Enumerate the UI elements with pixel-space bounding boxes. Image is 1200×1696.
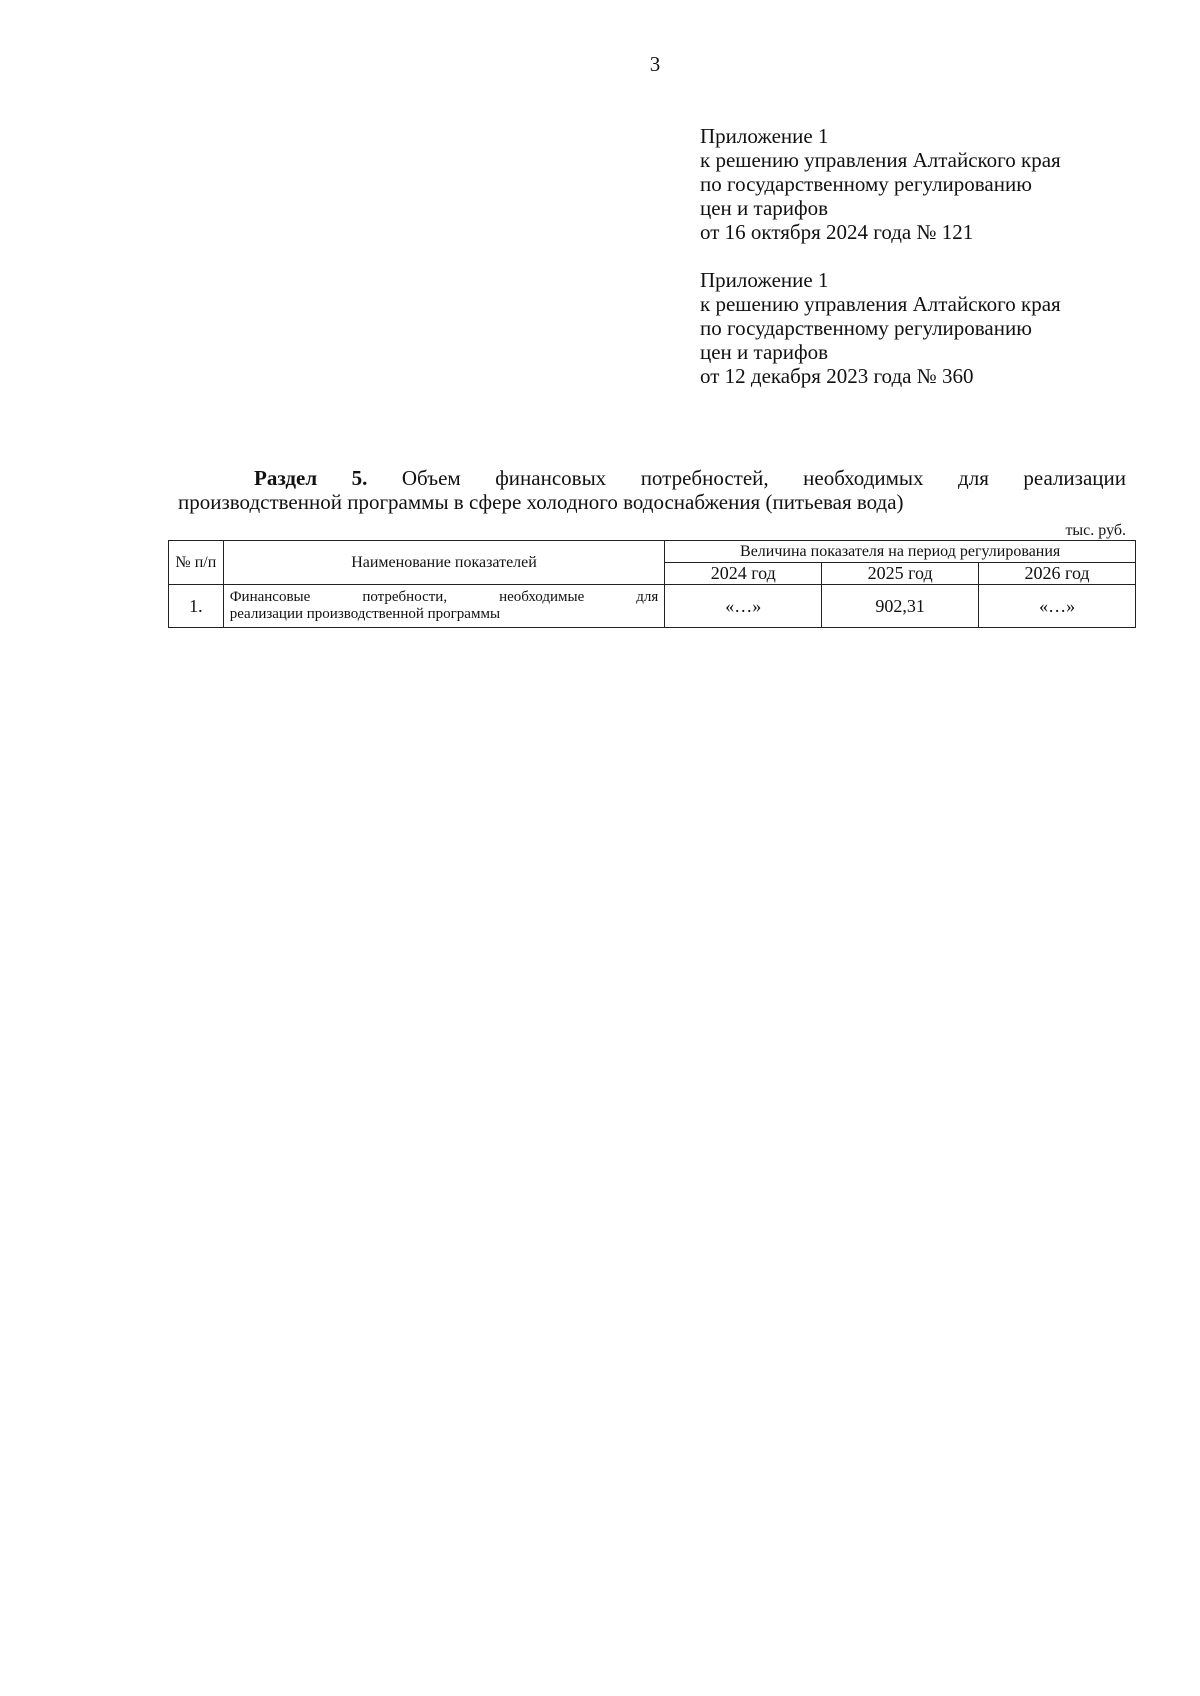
section-title (178, 466, 1126, 514)
appendix-line: от 16 октября 2024 года № 121 (700, 220, 974, 244)
header-year-2024: 2024 год (665, 563, 822, 585)
row-name-line1: Финансовые потребности, необходимые для (229, 589, 659, 605)
appendix-line: цен и тарифов (700, 196, 829, 220)
value-2025: 902,31 (822, 585, 979, 628)
header-num: № п/п (169, 541, 224, 585)
value-2026: «…» (979, 585, 1136, 628)
appendix-line: от 12 декабря 2023 года № 360 (700, 364, 974, 388)
row-num: 1. (169, 585, 224, 628)
appendix-line: Приложение 1 (700, 124, 829, 148)
row-name-line2: реализации производственной программы (229, 606, 501, 622)
appendix-header-current (700, 124, 1061, 244)
section-label: Раздел 5. (254, 466, 368, 490)
appendix-header-previous (700, 268, 1061, 388)
units-label: тыс. руб. (1065, 522, 1126, 539)
section-title-line1: Объем финансовых потребностей, необходимых для реализации (401, 466, 1126, 490)
header-period-group: Величина показателя на период регулирования (665, 541, 1136, 563)
section-title-line2: производственной программы в сфере холодного водоснабжения (питьевая вода) (178, 490, 904, 514)
header-name: Наименование показателей (223, 541, 665, 585)
header-year-2026: 2026 год (979, 563, 1136, 585)
appendix-line: Приложение 1 (700, 268, 829, 292)
appendix-line: к решению управления Алтайского края (700, 148, 1061, 172)
table-header-row (169, 541, 1136, 563)
table-row (169, 585, 1136, 628)
value-2024: «…» (665, 585, 822, 628)
page-number: 3 (649, 52, 661, 76)
financial-needs-table (168, 540, 1136, 628)
appendix-line: цен и тарифов (700, 340, 829, 364)
row-name (223, 585, 665, 628)
appendix-line: к решению управления Алтайского края (700, 292, 1061, 316)
appendix-line: по государственному регулированию (700, 172, 1032, 196)
appendix-line: по государственному регулированию (700, 316, 1032, 340)
header-year-2025: 2025 год (822, 563, 979, 585)
